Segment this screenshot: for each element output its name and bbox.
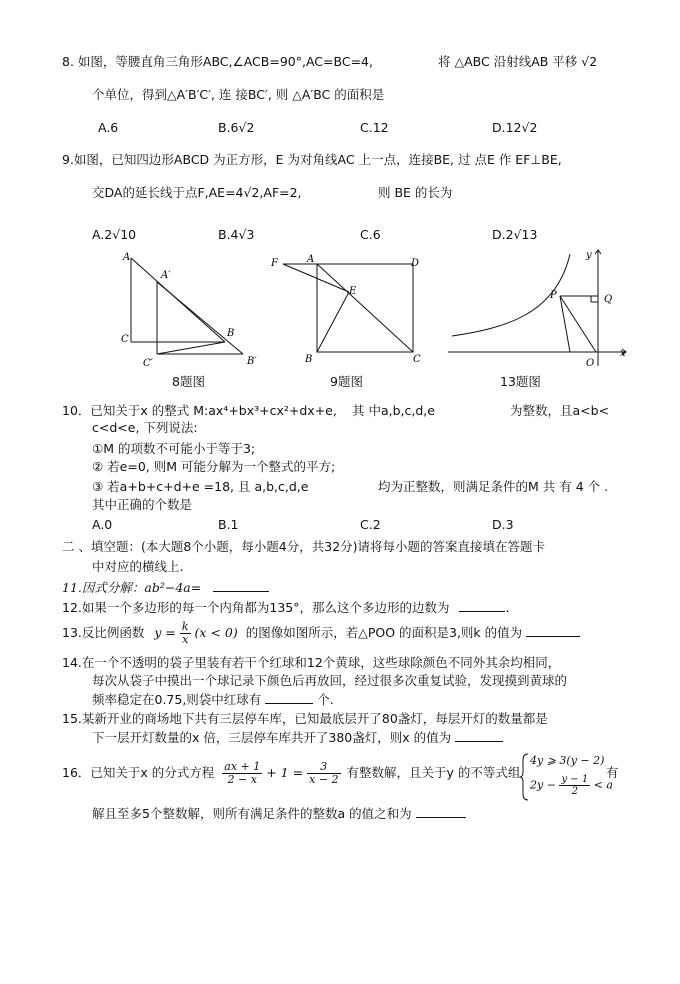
q8-stem-c: 个单位，得到△A′B′C′, 连 接BC′, 则 △A′BC 的面积是 [92, 87, 385, 102]
q9-option-d: D.2√13 [492, 227, 538, 242]
q16-eq-frac2 [307, 761, 340, 786]
fig9-line-ef [283, 264, 349, 292]
q10-option-a: A.0 [92, 517, 113, 532]
fig9-label-b: B [305, 354, 313, 365]
q16-eq-den: 2 − x [227, 773, 257, 786]
fig9-label-a: A [307, 254, 315, 265]
section2-line1: 二 、填空题：(本大题8个小题，每小题4分，共32分)请将每小题的答案直接填在答题卡 [62, 539, 546, 554]
q12-text: 12.如果一个多边形的每一个内角都为135°，那么这个多边形的边数为 [62, 600, 450, 615]
fig13-label-q: Q [604, 294, 613, 305]
q14-line3 [92, 690, 334, 709]
q13-func-x: x [182, 633, 189, 646]
q16-ineq1: 4y ⩾ 3(y − 2) [530, 754, 605, 767]
q16-inequality-system [520, 752, 612, 802]
q11-answer-blank[interactable] [213, 578, 269, 592]
q13-func-k: k [181, 620, 189, 633]
q15-line1: 15.某新开业的商场地下共有三层停车库，已知最底层开了80盏灯，每层开灯的数量都是 [62, 711, 548, 726]
fig8-label-a: A [123, 252, 131, 263]
q12-answer-blank[interactable] [459, 598, 505, 612]
q16-ineq2 [530, 774, 613, 797]
q8-option-b: B.6√2 [218, 120, 255, 135]
q10-stem-c: 为整数，且a<b< [510, 403, 610, 418]
fig9-label-f: F [271, 258, 278, 269]
q16-answer-blank[interactable] [416, 804, 466, 818]
figure-13 [446, 244, 632, 370]
fig8-label-c1: C′ [143, 358, 153, 369]
q16-eq-den2: x − 2 [309, 773, 339, 786]
q16-eq-num: ax + 1 [224, 760, 261, 773]
fig8-label-b: B [227, 328, 235, 339]
q13-fraction [180, 621, 191, 646]
q8-stem-a: 8. 如图，等腰直角三角形ABC,∠ACB=90°,AC=BC=4, [62, 54, 373, 69]
q13-func-cond: (x < 0) [194, 625, 238, 640]
q9-stem-b: 交DA的延长线于点F,AE=4√2,AF=2, [92, 185, 302, 200]
fig8-line-a1b1 [157, 282, 243, 354]
q12-line: 12.如果一个多边形的每一个内角都为135°，那么这个多边形的边数为 . [62, 600, 510, 615]
q10-option-c: C.2 [360, 517, 381, 532]
fig9-caption: 9题图 [330, 374, 363, 389]
figure-8 [115, 248, 265, 370]
q10-item-3b: 均为正整数，则满足条件的M 共 有 4 个 . [378, 479, 609, 494]
q16-eq-mid: + 1 = [266, 765, 304, 780]
q16-mid: 有整数解，且关于y 的不等式组 [346, 765, 521, 780]
fig13-label-p: P [550, 290, 557, 301]
q8-option-c: C.12 [360, 120, 389, 135]
fig9-label-c: C [413, 354, 421, 365]
figure-9 [265, 248, 430, 370]
fig13-label-o: O [586, 358, 595, 369]
q9-option-b: B.4√3 [218, 227, 255, 242]
q8-stem-b: 将 △ABC 沿射线AB 平移 √2 [438, 54, 598, 69]
q14-line2: 每次从袋子中摸出一个球记录下颜色后再放回，经过很多次重复试验，发现摸到黄球的 [92, 673, 568, 688]
q16-eq-num2: 3 [307, 761, 340, 774]
q15-line2-text: 下一层开灯数量的x 倍，三层停车库共开了380盏灯，则x 的值为 [92, 730, 452, 745]
q9-stem-c: 则 BE 的长为 [378, 185, 453, 200]
q16-suffix: 有 [606, 765, 619, 780]
q14-line1: 14.在一个不透明的袋子里装有若干个红球和12个黄球，这些球除颜色不同外其余均相同， [62, 655, 561, 670]
fig8-line-bc1 [157, 342, 225, 354]
q16-ineq2-a: 2y − [530, 778, 556, 792]
fig9-diagonal-ac [317, 264, 413, 352]
q13-suffix: 的图像如图所示，若△POO 的面积是3,则k 的值为 [245, 625, 523, 640]
q13-answer-blank[interactable] [526, 623, 580, 637]
q9-option-a: A.2√10 [92, 227, 137, 242]
q14-line3-end: 个. [317, 692, 334, 707]
fig13-label-y: y [586, 250, 592, 261]
q9-option-c: C.6 [360, 227, 381, 242]
q10-stem-b: 其 中a,b,c,d,e [352, 403, 435, 418]
q11-text: 11.因式分解：ab²−4a= [62, 580, 202, 595]
q14-line3-text: 频率稳定在0.75,则袋中红球有 [92, 692, 262, 707]
fig8-caption: 8题图 [172, 374, 205, 389]
q16-line2-text: 解且至多5个整数解，则所有满足条件的整数a 的值之和为 [92, 806, 412, 821]
q10-item-2: ② 若e=0, 则M 可能分解为一个整式的平方; [92, 459, 336, 474]
fig13-caption: 13题图 [500, 374, 541, 389]
q10-stem-d: c<d<e, 下列说法: [92, 420, 198, 435]
fig13-label-x: x [620, 348, 626, 359]
fig8-label-b1: B′ [247, 356, 257, 367]
q16-ineq2-frac [559, 774, 590, 797]
q16-ineq2-num: y − 1 [561, 774, 589, 785]
q10-item-3a: ③ 若a+b+c+d+e =18, 且 a,b,c,d,e [92, 479, 309, 494]
fig8-label-c: C [121, 334, 129, 345]
q16-ineq2-b: < a [593, 778, 613, 792]
q16-eq-frac1 [222, 761, 262, 786]
q13-func-y: y = [154, 625, 176, 640]
q13-prefix: 13.反比例函数 [62, 625, 145, 640]
section2-line2: 中对应的横线上. [92, 559, 184, 574]
fig9-label-d: D [411, 258, 420, 269]
q16-brace-icon [520, 752, 530, 802]
q16-line1 [62, 760, 520, 786]
q16-ineq2-den: 2 [571, 786, 578, 797]
q16-prefix: 16．已知关于x 的分式方程 [62, 765, 215, 780]
q15-line2 [92, 728, 503, 747]
q14-answer-blank[interactable] [265, 690, 313, 704]
q9-stem-a: 9.如图，已知四边形ABCD 为正方形，E 为对角线AC 上一点，连接BE, 过 点E 作 EF⊥BE, [62, 152, 562, 167]
fig9-label-e: E [349, 286, 357, 297]
q15-answer-blank[interactable] [455, 728, 503, 742]
q8-option-a: A.6 [98, 120, 119, 135]
q13-line [62, 620, 580, 646]
fig9-line-be [317, 292, 349, 352]
q10-stem-a: 10．已知关于x 的整式 M:ax⁴+bx³+cx²+dx+e, [62, 403, 337, 418]
q10-option-b: B.1 [218, 517, 239, 532]
q11-line [62, 578, 269, 597]
q10-item-1: ①M 的项数不可能小于等于3; [92, 441, 256, 456]
fig8-label-a1: A′ [161, 270, 171, 281]
q10-tail: 其中正确的个数是 [92, 497, 193, 512]
q10-option-d: D.3 [492, 517, 514, 532]
q8-option-d: D.12√2 [492, 120, 538, 135]
q16-line2 [92, 804, 466, 823]
